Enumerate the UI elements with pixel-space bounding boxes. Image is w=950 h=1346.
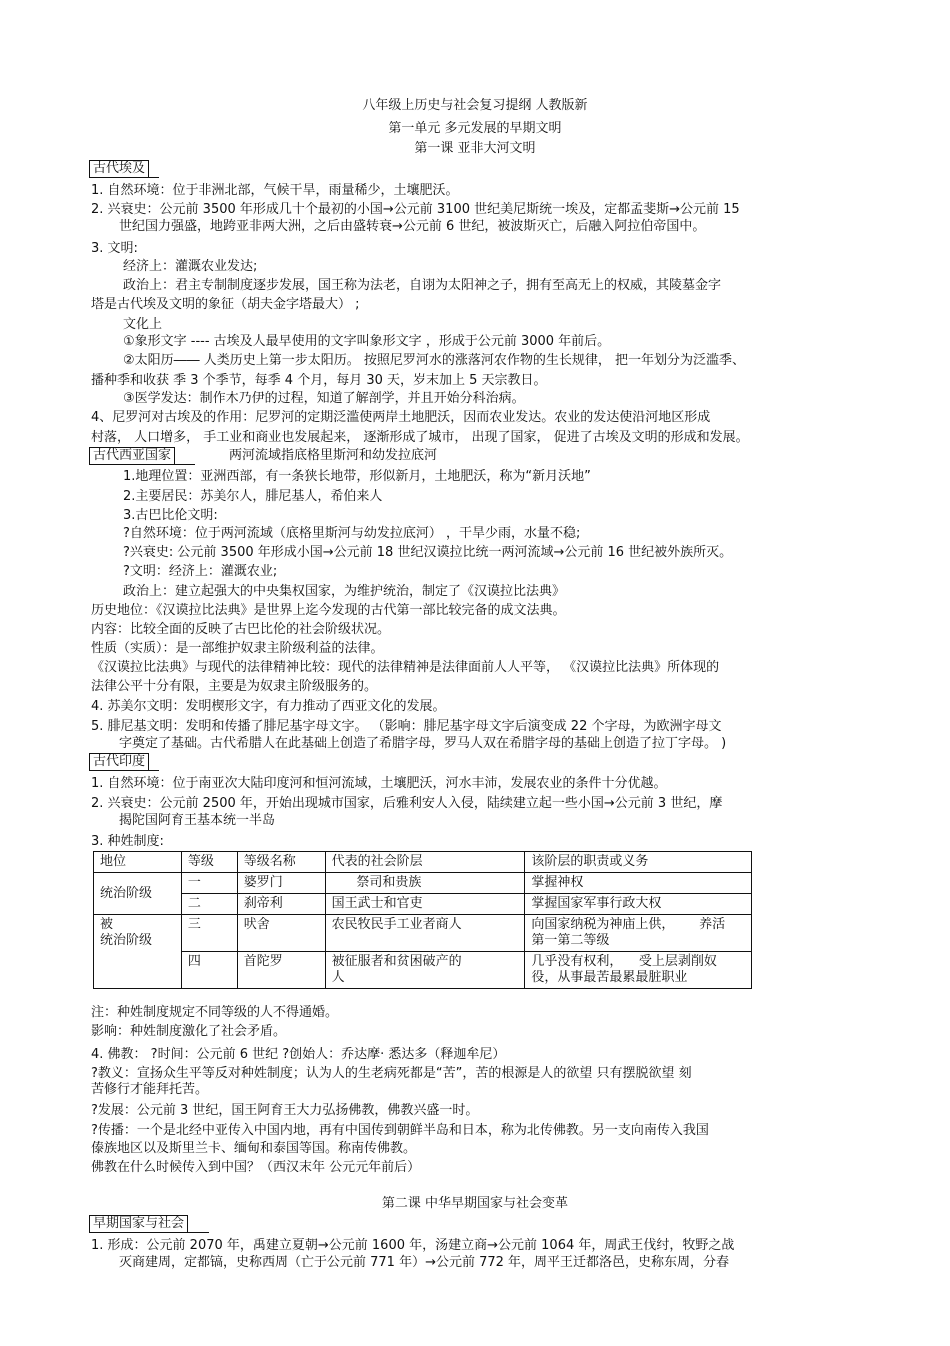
egypt-line: 村落， 人口增多， 手工业和商业也发展起来， 逐渐形成了城市， 出现了国家， 促进了古埃及文明的形成和发展。 [91, 430, 749, 445]
table-header-cell: 该阶层的职责或义务 [525, 852, 752, 873]
egypt-line: 1. 自然环境：位于非洲北部，气候干旱，雨量稀少，土壤肥沃。 [91, 183, 459, 198]
section-heading-india: 古代印度 [89, 753, 149, 771]
table-header-cell: 等级名称 [237, 852, 325, 873]
egypt-line: 经济上：灌溉农业发达; [123, 259, 258, 274]
section-heading-westasia: 古代西亚国家 [89, 447, 175, 465]
egypt-line: 政治上：君主专制制度逐步发展，国王称为法老，自诩为太阳神之子，拥有至高无上的权威，其陵墓金字 [123, 278, 722, 293]
table-header-row [94, 852, 752, 873]
westasia-heading-note: 两河流域指底格里斯河和幼发拉底河 [229, 448, 438, 463]
egypt-line: ②太阳历―― 人类历史上第一步太阳历。 按照尼罗河水的涨落河农作物的生长规律， 把一年划分为泛滥季、 [123, 353, 746, 368]
heading-underline [89, 177, 159, 178]
caste-table [93, 851, 752, 989]
westasia-line: 内容：比较全面的反映了古巴比伦的社会阶级状况。 [91, 622, 391, 637]
westasia-line: 《汉谟拉比法典》与现代的法律精神比较：现代的法律精神是法律面前人人平等， 《汉谟拉比法典》所体现的 [91, 660, 720, 675]
table-cell: 祭司和贵族 [325, 873, 525, 894]
group-cell-ruled: 被 统治阶级 [94, 915, 182, 989]
egypt-line: 3. 文明: [91, 241, 138, 256]
india-line: 4. 佛教： ?时间：公元前 6 世纪 ?创始人：乔达摩· 悉达多（释迦牟尼） [91, 1047, 506, 1062]
westasia-line: 法律公平十分有限，主要是为奴隶主阶级服务的。 [91, 679, 378, 694]
lesson2-line: 灭商建周，定都镐，史称西周（亡于公元前 771 年）→公元前 772 年，周平王迁都洛邑，史称东周，分春 [119, 1255, 730, 1270]
westasia-line: 政治上：建立起强大的中央集权国家，为维护统治，制定了《汉谟拉比法典》 [123, 584, 566, 599]
india-line: ?发展：公元前 3 世纪，国王阿育王大力弘扬佛教，佛教兴盛一时。 [91, 1103, 479, 1118]
westasia-line: 3.古巴比伦文明: [123, 508, 218, 523]
westasia-line: 历史地位：《汉谟拉比法典》是世界上迄今发现的古代第一部比较完备的成文法典。 [91, 603, 566, 618]
table-header-cell: 地位 [94, 852, 182, 873]
westasia-line: ?自然环境：位于两河流域（底格里斯河与幼发拉底河） ，干旱少雨，水量不稳; [123, 526, 581, 541]
india-line: 注：种姓制度规定不同等级的人不得通婚。 [91, 1005, 339, 1020]
table-header-cell: 等级 [181, 852, 237, 873]
section-heading-early-states: 早期国家与社会 [89, 1215, 188, 1233]
unit-title: 第一单元 多元发展的早期文明 [388, 121, 562, 136]
egypt-line: ③医学发达：制作木乃伊的过程，知道了解剖学，并且开始分科治病。 [123, 391, 525, 406]
westasia-line: 5. 腓尼基文明：发明和传播了腓尼基字母文字。 （影响：腓尼基字母文字后演变成 22 个字母，为欧洲字母文 [91, 719, 722, 734]
table-cell: 被征服者和贫困破产的 人 [325, 952, 525, 989]
lesson-title: 第一课 亚非大河文明 [414, 141, 536, 156]
table-cell: 掌握国家军事行政大权 [525, 894, 752, 915]
india-line: 佛教在什么时候传入到中国？（西汉末年 公元元年前后） [91, 1160, 421, 1175]
table-row [94, 915, 752, 952]
westasia-line: ?文明：经济上：灌溉农业; [123, 564, 278, 579]
lesson2-line: 1. 形成：公元前 2070 年，禹建立夏朝→公元前 1600 年，汤建立商→公元前 1064 年，周武王伐纣，牧野之战 [91, 1238, 735, 1253]
table-cell: 几乎没有权利， 受上层剥削奴 役，从事最苦最累最脏职业 [525, 952, 752, 989]
table-cell: 吠舍 [237, 915, 325, 952]
egypt-line: 塔是古代埃及文明的象征（胡夫金字塔最大） ; [91, 297, 360, 312]
table-cell: 婆罗门 [237, 873, 325, 894]
table-cell: 刹帝利 [237, 894, 325, 915]
table-cell: 向国家纳税为神庙上供， 养活 第一第二等级 [525, 915, 752, 952]
table-header-cell: 代表的社会阶层 [325, 852, 525, 873]
section-heading-egypt: 古代埃及 [89, 160, 149, 178]
india-line: ?传播：一个是北经中亚传入中国内地，再有中国传到朝鲜半岛和日本，称为北传佛教。另一支向南传入我国 [91, 1123, 709, 1138]
egypt-line: ①象形文字 ---- 古埃及人最早使用的文字叫象形文字 ，形成于公元前 3000 年前后。 [123, 334, 611, 349]
table-cell: 三 [181, 915, 237, 952]
table-cell: 首陀罗 [237, 952, 325, 989]
table-row [94, 952, 752, 989]
india-line: 3. 种姓制度: [91, 834, 164, 849]
heading-underline [89, 464, 195, 465]
egypt-line: 播种季和收获 季 3 个季节，每季 4 个月，每月 30 天，岁末加上 5 天宗教日。 [91, 373, 547, 388]
india-line: 揭陀国阿育王基本统一半岛 [119, 813, 276, 828]
table-cell: 四 [181, 952, 237, 989]
egypt-line: 2. 兴衰史：公元前 3500 年形成几十个最初的小国→公元前 3100 世纪美尼斯统一埃及，定都孟斐斯→公元前 15 [91, 202, 740, 217]
westasia-line: 性质（实质）：是一部维护奴隶主阶级利益的法律。 [91, 641, 384, 656]
india-line: 1. 自然环境：位于南亚次大陆印度河和恒河流域，土壤肥沃，河水丰沛，发展农业的条件十分优越。 [91, 776, 667, 791]
westasia-line: ?兴衰史: 公元前 3500 年形成小国→公元前 18 世纪汉谟拉比统一两河流域→公元前 16 世纪被外族所灭。 [123, 545, 733, 560]
india-line: 2. 兴衰史：公元前 2500 年，开始出现城市国家，后雅利安人入侵，陆续建立起一些小国→公元前 3 世纪，摩 [91, 796, 723, 811]
document-title: 八年级上历史与社会复习提纲 人教版新 [362, 98, 588, 113]
egypt-line: 文化上 [123, 317, 163, 332]
table-cell: 一 [181, 873, 237, 894]
india-line: 影响：种姓制度激化了社会矛盾。 [91, 1024, 287, 1039]
india-line: 苦修行才能拜托苦。 [91, 1082, 209, 1097]
westasia-line: 字奠定了基础。古代希腊人在此基础上创造了希腊字母，罗马人双在希腊字母的基础上创造了拉丁字母。 ) [119, 736, 727, 751]
egypt-line: 世纪国力强盛，地跨亚非两大洲，之后由盛转衰→公元前 6 世纪，被波斯灭亡，后融入阿拉伯帝国中。 [119, 219, 706, 234]
lesson2-title: 第二课 中华早期国家与社会变革 [381, 1196, 569, 1211]
heading-underline [89, 770, 159, 771]
heading-underline [89, 1232, 209, 1233]
india-line: ?教义：宣扬众生平等反对种姓制度；认为人的生老病死都是“苦”，苦的根源是人的欲望 只有摆脱欲望 刻 [91, 1066, 692, 1081]
table-cell: 二 [181, 894, 237, 915]
westasia-line: 2.主要居民：苏美尔人，腓尼基人，希伯来人 [123, 489, 383, 504]
table-cell: 国王武士和官吏 [325, 894, 525, 915]
india-line: 傣族地区以及斯里兰卡、缅甸和泰国等国。称南传佛教。 [91, 1141, 417, 1156]
table-row [94, 873, 752, 894]
table-cell: 掌握神权 [525, 873, 752, 894]
westasia-line: 1.地理位置：亚洲西部，有一条狭长地带，形似新月，土地肥沃，称为“新月沃地” [123, 469, 591, 484]
westasia-line: 4. 苏美尔文明：发明楔形文字，有力推动了西亚文化的发展。 [91, 699, 446, 714]
table-row [94, 894, 752, 915]
egypt-line: 4、尼罗河对古埃及的作用：尼罗河的定期泛滥使两岸土地肥沃，因而农业发达。农业的发达使沿河地区形成 [91, 410, 711, 425]
group-cell-ruling: 统治阶级 [94, 873, 182, 915]
table-cell: 农民牧民手工业者商人 [325, 915, 525, 952]
